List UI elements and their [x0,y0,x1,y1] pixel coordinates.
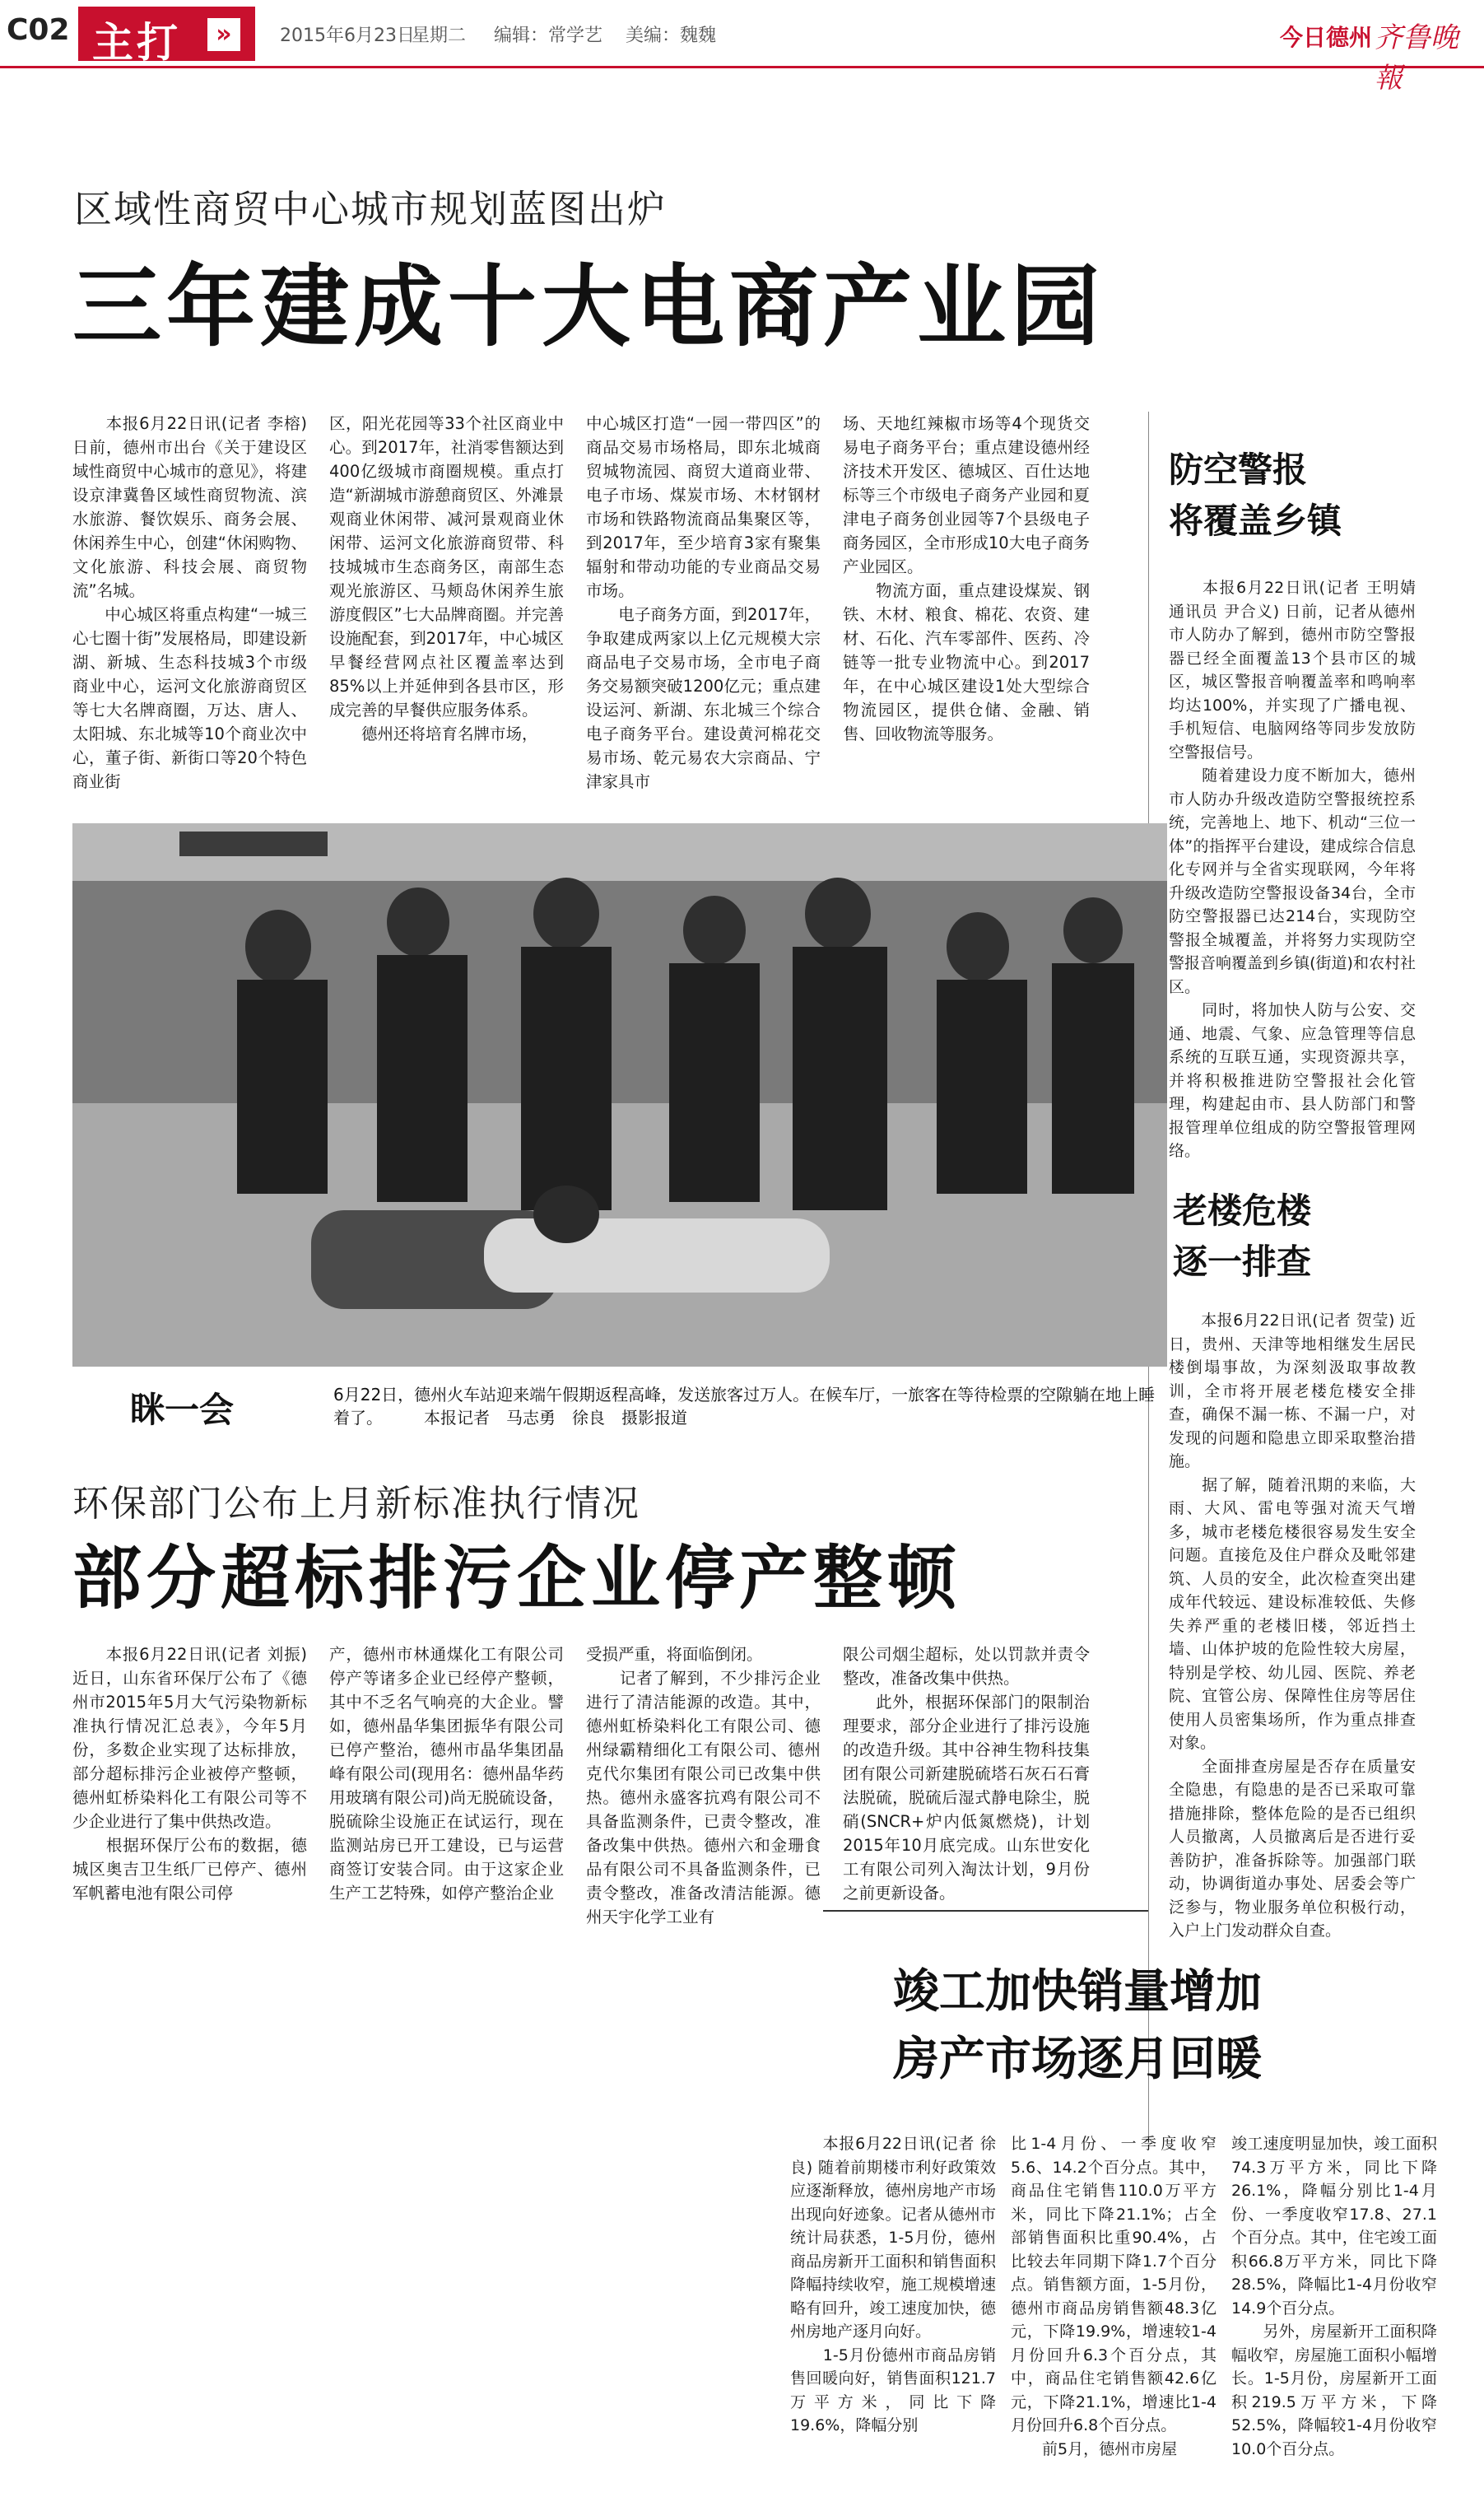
designer-credit: 美编：魏魏 [626,26,717,46]
story2-column-1: 本报6月22日讯(记者 刘振) 近日，山东省环保厅公布了《德州市2015年5月大气污染物新标准执行情况汇总表》，今年5月份，多数企业实现了达标排放，部分超标排污企业被停产整顿，德州虹桥染料化工有限公司等不少企业进行了集中供热改造。 根据环保厅公布的数据，德城区奥吉卫生纸厂已停产、德州军帆蓄电池有限公司停 [72,1645,307,1903]
story1-column-2: 区，阳光花园等33个社区商业中心。到2017年，社消零售额达到400亿级城市商圈规模。重点打造“新湖城市游憩商贸区、外滩景观商业休闲带、减河景观商业休闲带、运河文化旅游商贸带、科技城城市生态商务区，南部生态观光旅游区、马颊岛休闲养生旅游度假区”七大品牌商圈。并完善设施配套，到2017年，中心城区早餐经营网点社区覆盖率达到85%以上并延伸到各县市区，形成完善的早餐供应服务体系。 德州还将培育名牌市场， [329,414,564,743]
story3-column-2: 比1-4月份、一季度收窄5.6、14.2个百分点。其中，商品住宅销售110.0万平方米，同比下降21.1%；占全部销售面积比重90.4%，占比较去年同期下降1.7个百分点。销售额方面，1-5月份，德州市商品房销售额48.3亿元，下降19.9%，增速较1-4月份回升6.3个百分点，其中，商品住宅销售额42.6亿元，下降21.1%，增速比1-4月份回升6.8个百分点。 前5月，德州市房屋 [1011,2135,1217,2458]
issue-weekday: 星期二 [412,26,467,46]
editor-credit: 编辑：常学艺 [494,26,603,46]
side1-body: 本报6月22日讯(记者 王明婧 通讯员 尹合义) 日前，记者从德州市人防办了解到，德州市防空警报器已经全面覆盖13个县市区的城区，城区警报音响覆盖率和鸣响率均达100%，并实现了广播电视、手机短信、电脑网络等同步发放防空警报信号。 随着建设力度不断加大，德州市人防办升级改造防空警报统控系统，完善地上、地下、机动“三位一体”的指挥平台建设，建成综合信息化专网并与全省实现联网，今年将升级改造防空警报设备34台，全市防空警报器已达214台，实现防空警报全城覆盖，并将努力实现防空警报音响覆盖到乡镇(街道)和农村社区。 同时，将加快人防与公安、交通、地震、气象、应急管理等信息系统的互联互通，实现资源共享，并将积极推进防空警报社会化管理，构建起由市、县人防部门和警报管理单位组成的防空警报管理网络。 [1169,579,1416,1160]
newspaper-logo: 齐鲁晚報 [1375,21,1458,95]
story3-column-1: 本报6月22日讯(记者 徐良) 随着前期楼市利好政策效应逐渐释放，德州房地产市场出现向好迹象。记者从德州市统计局获悉，1-5月份，德州商品房新开工面积和销售面积降幅持续收窄，施工规模增速略有回升，竣工速度加快，德州房地产逐月向好。 1-5月份德州市商品房销售回暖向好，销售面积121.7万平方米，同比下降19.6%，降幅分别 [790,2135,996,2434]
chevron-right-icon: » [207,18,240,51]
photo-caption-title: 眯一会 [130,1390,235,1430]
news-photo [72,823,1167,1367]
side2-body: 本报6月22日讯(记者 贺莹) 近日，贵州、天津等地相继发生居民楼倒塌事故，为深刻汲取事故教训，全市将开展老楼危楼安全排查，确保不漏一栋、不漏一户，对发现的问题和隐患立即采取整治措施。 据了解，随着汛期的来临，大雨、大风、雷电等强对流天气增多，城市老楼危楼很容易发生安全问题。直接危及住户群众及毗邻建筑、人员的安全，此次检查突出建成年代较远、建设标准较低、失修失养严重的老楼旧楼，邻近挡土墙、山体护坡的危险性较大房屋，特别是学校、幼儿园、医院、养老院、宜管公房、保障性住房等居住使用人员密集场所，作为重点排查对象。 全面排查房屋是否存在质量安全隐患，有隐患的是否已采取可靠措施排除，整体危险的是否已组织人员撤离，人员撤离后是否进行妥善防护，准备拆除等。加强部门联动，协调街道办事处、居委会等广泛参与，物业服务单位积极行动，入户上门发动群众自查。 [1169,1311,1416,1940]
section-label: 主打 [92,19,181,67]
story3-headline-line1: 竣工加快销量增加 [893,1965,1262,2019]
train-station-waiting-hall-photo [72,823,1167,1367]
story2-column-4: 限公司烟尘超标，处以罚款并责令整改，准备改集中供热。 此外，根据环保部门的限制治理要求，部分企业进行了排污设施的改造升级。其中谷神生物科技集团有限公司新建脱硫塔石灰石石膏法脱硫，脱硫后湿式静电除尘，脱硝(SNCR+炉内低氮燃烧)，计划2015年10月底完成。山东世安化工有限公司列入淘汰计划，9月份之前更新设备。 [843,1645,1090,1903]
story2-column-3: 受损严重，将面临倒闭。 记者了解到，不少排污企业进行了清洁能源的改造。其中，德州虹桥染料化工有限公司、德州绿霸精细化工有限公司、德州克代尔集团有限公司已改集中供热。德州永盛客抗鸡有限公司不具备监测条件，已责令整改，准备改集中供热。德州六和金珊食品有限公司不具备监测条件，已责令整改，准备改清洁能源。德州天宇化学工业有 [586,1645,821,1926]
story3-rule [823,1910,1148,1912]
side1-title-line2: 将覆盖乡镇 [1169,501,1342,541]
story1-column-3: 中心城区打造“一园一带四区”的商品交易市场格局，即东北城商贸城物流园、商贸大道商业带、电子市场、煤炭市场、木材钢材市场和铁路物流商品集聚区等，到2017年，至少培育3家有聚集辐射和带动功能的专业商品交易市场。 电子商务方面，到2017年，争取建成两家以上亿元规模大宗商品电子交易市场，全市电子商务交易额突破1200亿元；重点建设运河、新湖、东北城三个综合电子商务平台。建设黄河棉花交易市场、乾元易农大宗商品、宁津家具市 [586,414,821,791]
brand-label: 今日德州 [1280,24,1373,51]
side1-title-line1: 防空警报 [1169,450,1308,490]
story2-headline: 部分超标排污企业停产整顿 [72,1538,962,1619]
story1-headline: 三年建成十大电商产业园 [72,256,1105,359]
page-number: C02 [7,13,70,47]
story1-column-1: 本报6月22日讯(记者 李榕) 日前，德州市出台《关于建设区域性商贸中心城市的意见》，将建设京津冀鲁区域性商贸物流、滨水旅游、餐饮娱乐、商务会展、休闲养生中心，创建“休闲购物、文化旅游、科技会展、商贸物流”名城。 中心城区将重点构建“一城三心七圈十街”发展格局，即建设新湖、新城、生态科技城3个市级商业中心，运河文化旅游商贸区等七大名牌商圈，万达、唐人、太阳城、东北城等10个商业次中心，董子街、新街口等20个特色商业街 [72,414,307,791]
story1-column-4: 场、天地红辣椒市场等4个现货交易电子商务平台；重点建设德州经济技术开发区、德城区、百仕达地标等三个市级电子商务产业园和夏津电子商务创业园等7个县级电子商务园区，全市形成10大电子商务产业园区。 物流方面，重点建设煤炭、钢铁、木材、粮食、棉花、农资、建材、石化、汽车零部件、医药、冷链等一批专业物流中心。到2017年，在中心城区建设1处大型综合物流园区，提供仓储、金融、销售、回收物流等服务。 [843,414,1090,743]
story3-headline-line2: 房产市场逐月回暖 [893,2033,1262,2086]
issue-date: 2015年6月23日 [280,26,415,46]
side2-title-line2: 逐一排查 [1173,1242,1312,1282]
side2-title-line1: 老楼危楼 [1173,1190,1312,1231]
photo-caption-text: 6月22日，德州火车站迎来端午假期返程高峰，发送旅客过万人。在候车厅，一旅客在等待检票的空隙躺在地上睡着了。 本报记者 马志勇 徐良 摄影报道 [333,1385,1156,1428]
story1-subtitle: 区域性商贸中心城市规划蓝图出炉 [74,187,667,231]
story2-subtitle: 环保部门公布上月新标准执行情况 [72,1483,640,1525]
story2-column-2: 产，德州市林通煤化工有限公司停产等诸多企业已经停产整顿，其中不乏名气响亮的大企业。譬如，德州晶华集团振华有限公司已停产整治，德州市晶华集团晶峰有限公司(现用名：德州晶华药用玻璃有限公司)尚无脱硫设备，脱硫除尘设施正在试运行，现在监测站房已开工建设，已与运营商签订安装合同。由于这家企业生产工艺特殊，如停产整治企业 [329,1645,564,1903]
story3-column-3: 竣工速度明显加快，竣工面积74.3万平方米，同比下降26.1%，降幅分别比1-4月份、一季度收窄17.8、27.1个百分点。其中，住宅竣工面积66.8万平方米，同比下降28.5%，降幅比1-4月份收窄14.9个百分点。 另外，房屋新开工面积降幅收窄，房屋施工面积小幅增长。1-5月份，房屋新开工面积219.5万平方米，下降52.5%，降幅较1-4月份收窄10.0个百分点。 [1231,2135,1437,2458]
